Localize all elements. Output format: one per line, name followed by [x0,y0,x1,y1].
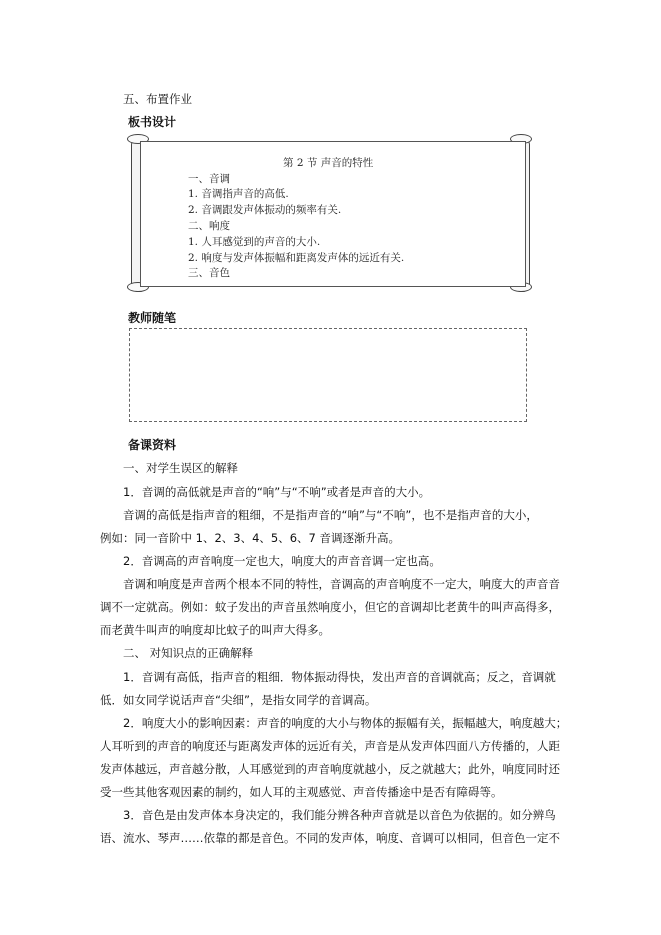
prep-materials-heading: 备课资料 [128,438,177,452]
paragraph-line: 低．如女同学说话声音“尖细”，是指女同学的音调高。 [100,693,377,707]
board-line: 2. 响度与发声体振幅和距离发声体的远近有关. [188,252,405,264]
teacher-notes-box [129,328,527,422]
paragraph-line: 1．音调的高低就是声音的“响”与“不响”或者是声音的大小。 [123,485,431,499]
paragraph-line: 语、流水、琴声……依靠的都是音色。不同的发声体，响度、音调可以相同，但音色一定不 [100,831,560,845]
paragraph-line: 受一些其他客观因素的制约，如人耳的主观感觉、声音传播途中是否有障碍等。 [100,785,503,799]
paragraph-line: 音调和响度是声音两个根本不同的特性，音调高的声音响度不一定大，响度大的声音音 [123,577,560,591]
paragraph-line: 例如：同一音阶中 1、2、3、4、5、6、7 音调逐渐升高。 [100,531,401,545]
board-line: 三、音色 [188,267,230,279]
board-line: 1. 音调指声音的高低. [188,188,289,200]
paragraph-line: 2．响度大小的影响因素：声音的响度的大小与物体的振幅有关，振幅越大，响度越大； [123,716,568,730]
paragraph-line: 发声体越远，声音越分散，人耳感觉到的声音响度就越小，反之就越大；此外，响度同时还 [100,762,560,776]
paragraph-line: 2．音调高的声音响度一定也大，响度大的声音音调一定也高。 [123,554,441,568]
board-line: 一、音调 [188,173,230,185]
paragraph-line: 音调的高低是指声音的粗细，不是指声音的“响”与“不响”，也不是指声音的大小， [123,508,538,522]
board-line: 二、响度 [188,220,230,232]
homework-heading: 五、布置作业 [123,92,192,106]
teacher-notes-heading: 教师随笔 [128,311,177,325]
paragraph-line: 3．音色是由发声体本身决定的，我们能分辨各种声音就是以音色为依据的。如分辨鸟 [123,808,556,822]
board-design-heading: 板书设计 [128,115,177,129]
section-knowledge-heading: 二、 对知识点的正确解释 [123,646,254,660]
paragraph-line: 而老黄牛叫声的响度却比蚊子的叫声大得多。 [100,623,330,637]
board-line: 1. 人耳感觉到的声音的大小. [188,236,321,248]
paragraph-line: 1．音调有高低，指声音的粗细．物体振动得快，发出声音的音调就高；反之，音调就 [123,670,556,684]
board-title: 第 2 节 声音的特性 [283,157,374,169]
section-misconceptions-heading: 一、对学生误区的解释 [123,461,238,475]
paragraph-line: 人耳听到的声音的响度还与距离发声体的远近有关，声音是从发声体四面八方传播的，人距 [100,739,560,753]
board-line: 2. 音调跟发声体振动的频率有关. [188,204,342,216]
paragraph-line: 调不一定就高。例如：蚊子发出的声音虽然响度小，但它的音调却比老黄牛的叫声高得多， [100,600,560,614]
